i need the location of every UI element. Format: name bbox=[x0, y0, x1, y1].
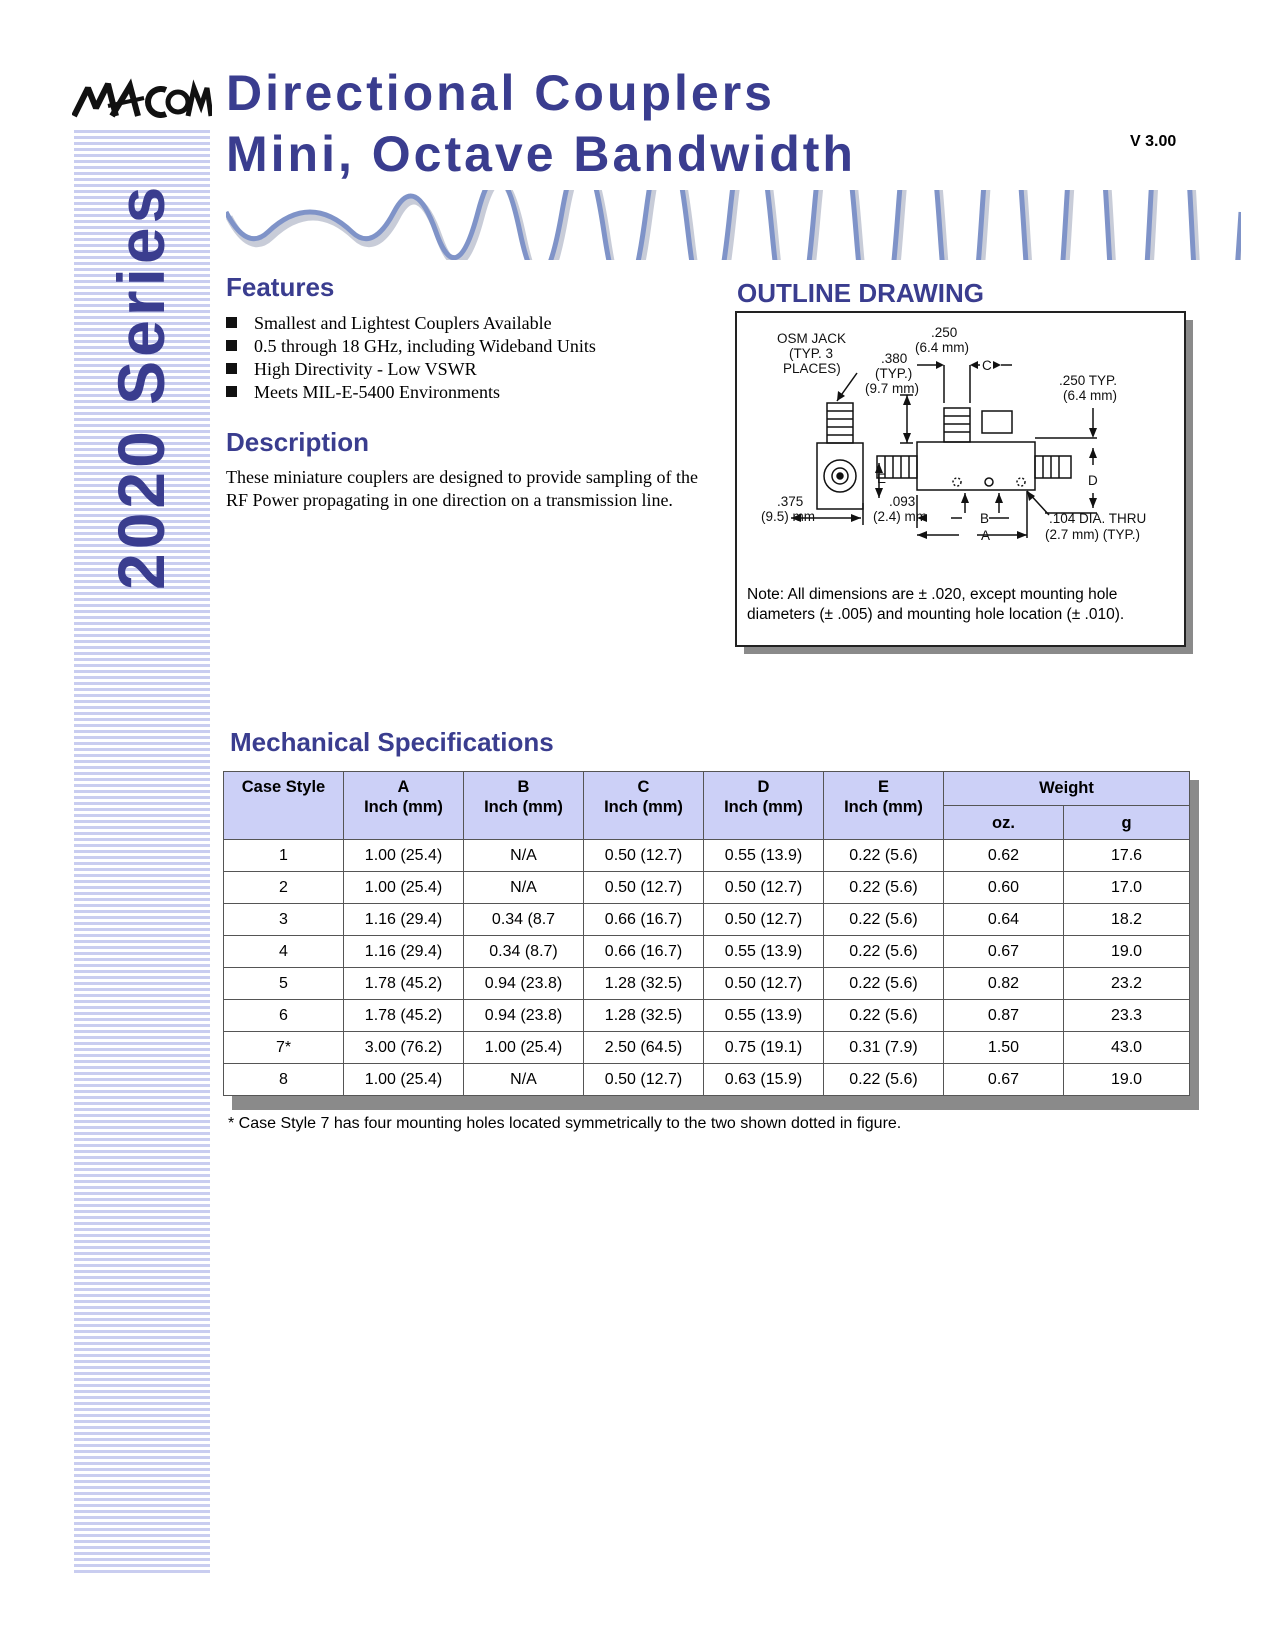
features-heading: Features bbox=[226, 272, 335, 302]
cell: 23.3 bbox=[1064, 1000, 1190, 1032]
cell: 43.0 bbox=[1064, 1032, 1190, 1064]
square-bullet-icon bbox=[226, 363, 237, 374]
title-line-2: Mini, Octave Bandwidth bbox=[226, 126, 856, 182]
cell: 3.00 (76.2) bbox=[344, 1032, 464, 1064]
label-b: B bbox=[980, 511, 990, 526]
cell: 0.50 (12.7) bbox=[704, 872, 824, 904]
cell: 0.31 (7.9) bbox=[824, 1032, 944, 1064]
cell: 6 bbox=[224, 1000, 344, 1032]
cell: 17.0 bbox=[1064, 872, 1190, 904]
cell: 1.00 (25.4) bbox=[344, 1064, 464, 1096]
cell: 1.16 (29.4) bbox=[344, 904, 464, 936]
cell: 0.87 bbox=[944, 1000, 1064, 1032]
cell: 1.50 bbox=[944, 1032, 1064, 1064]
col-header-c: C Inch (mm) bbox=[584, 772, 704, 840]
table-body bbox=[224, 840, 1190, 1096]
cell: 8 bbox=[224, 1064, 344, 1096]
table-row bbox=[224, 872, 1190, 904]
cell: 0.55 (13.9) bbox=[704, 936, 824, 968]
cell: 2 bbox=[224, 872, 344, 904]
cell: 0.50 (12.7) bbox=[704, 904, 824, 936]
label-a: A bbox=[981, 528, 991, 543]
label-dim-093-mm: (2.4) mm bbox=[873, 509, 927, 524]
table-row bbox=[224, 840, 1190, 872]
cell: 0.55 (13.9) bbox=[704, 840, 824, 872]
title-line-1: Directional Couplers bbox=[226, 65, 775, 121]
cell: 0.82 bbox=[944, 968, 1064, 1000]
square-bullet-icon bbox=[226, 317, 237, 328]
cell: 0.67 bbox=[944, 936, 1064, 968]
col-header-d: D Inch (mm) bbox=[704, 772, 824, 840]
table-row bbox=[224, 968, 1190, 1000]
cell: 0.60 bbox=[944, 872, 1064, 904]
features-list bbox=[226, 312, 596, 404]
cell: 0.50 (12.7) bbox=[584, 1064, 704, 1096]
mechanical-specs-heading: Mechanical Specifications bbox=[230, 727, 554, 757]
cell: 1.78 (45.2) bbox=[344, 1000, 464, 1032]
label-typ-250: .250 TYP. bbox=[1059, 373, 1118, 388]
label-dim-250-mm: (6.4 mm) bbox=[915, 340, 969, 355]
cell: 0.34 (8.7 bbox=[464, 904, 584, 936]
outline-drawing-heading: OUTLINE DRAWING bbox=[737, 278, 984, 308]
cell: 7* bbox=[224, 1032, 344, 1064]
cell: 0.62 bbox=[944, 840, 1064, 872]
cell: 4 bbox=[224, 936, 344, 968]
cell: 0.66 (16.7) bbox=[584, 904, 704, 936]
cell: 5 bbox=[224, 968, 344, 1000]
label-dim-380-typ: (TYP.) bbox=[875, 366, 913, 381]
cell: 0.50 (12.7) bbox=[704, 968, 824, 1000]
list-item: Smallest and Lightest Couplers Available bbox=[226, 312, 596, 335]
label-dim-375: .375 bbox=[777, 494, 804, 509]
cell: 0.22 (5.6) bbox=[824, 904, 944, 936]
label-hole-dia: .104 DIA. THRU bbox=[1049, 511, 1147, 526]
cell: 0.64 bbox=[944, 904, 1064, 936]
decorative-wave bbox=[226, 190, 1241, 260]
table-row bbox=[224, 1032, 1190, 1064]
label-osm-typ: (TYP. 3 bbox=[789, 346, 834, 361]
macom-logo bbox=[72, 76, 212, 124]
mechanical-specs-table bbox=[223, 771, 1190, 1096]
description-text: These miniature couplers are designed to provide sampling of the RF Power propagating in one direction on a transmission line. bbox=[226, 467, 698, 510]
cell: 19.0 bbox=[1064, 1064, 1190, 1096]
square-bullet-icon bbox=[226, 386, 237, 397]
description-heading: Description bbox=[226, 427, 370, 457]
cell: 0.22 (5.6) bbox=[824, 1064, 944, 1096]
label-dim-380: .380 bbox=[881, 351, 908, 366]
cell: 0.94 (23.8) bbox=[464, 968, 584, 1000]
cell: 0.22 (5.6) bbox=[824, 1000, 944, 1032]
outline-drawing bbox=[737, 313, 1184, 593]
cell: 1.28 (32.5) bbox=[584, 1000, 704, 1032]
cell: 3 bbox=[224, 904, 344, 936]
cell: N/A bbox=[464, 1064, 584, 1096]
cell: 0.55 (13.9) bbox=[704, 1000, 824, 1032]
table-footnote: * Case Style 7 has four mounting holes located symmetrically to the two shown dotted in figure. bbox=[228, 1115, 902, 1132]
table-row bbox=[224, 1000, 1190, 1032]
cell: 1.00 (25.4) bbox=[464, 1032, 584, 1064]
label-hole-mm: (2.7 mm) (TYP.) bbox=[1045, 527, 1141, 542]
cell: 0.94 (23.8) bbox=[464, 1000, 584, 1032]
label-dim-380-mm: (9.7 mm) bbox=[865, 381, 919, 396]
square-bullet-icon bbox=[226, 340, 237, 351]
table-row bbox=[224, 936, 1190, 968]
label-typ-250-mm: (6.4 mm) bbox=[1063, 388, 1117, 403]
outline-note: Note: All dimensions are ± .020, except mounting hole diameters (± .005) and mounting hole location (± .010). bbox=[747, 586, 1125, 623]
version-label: V 3.00 bbox=[1130, 133, 1177, 150]
cell: N/A bbox=[464, 872, 584, 904]
list-item: High Directivity - Low VSWR bbox=[226, 358, 596, 381]
cell: 0.63 (15.9) bbox=[704, 1064, 824, 1096]
col-header-b: B Inch (mm) bbox=[464, 772, 584, 840]
cell: 1.00 (25.4) bbox=[344, 840, 464, 872]
cell: 18.2 bbox=[1064, 904, 1190, 936]
cell: 0.22 (5.6) bbox=[824, 968, 944, 1000]
table-row bbox=[224, 1064, 1190, 1096]
cell: 0.22 (5.6) bbox=[824, 840, 944, 872]
cell: 0.34 (8.7) bbox=[464, 936, 584, 968]
cell: 1.78 (45.2) bbox=[344, 968, 464, 1000]
label-osm-jack: OSM JACK bbox=[777, 331, 847, 346]
label-c: C bbox=[982, 358, 992, 373]
label-e: E bbox=[877, 471, 887, 486]
cell: 1 bbox=[224, 840, 344, 872]
cell: 1.00 (25.4) bbox=[344, 872, 464, 904]
cell: 0.66 (16.7) bbox=[584, 936, 704, 968]
label-dim-375-mm: (9.5) mm bbox=[761, 509, 815, 524]
col-header-weight: Weight bbox=[944, 772, 1190, 806]
cell: 17.6 bbox=[1064, 840, 1190, 872]
list-item: 0.5 through 18 GHz, including Wideband Units bbox=[226, 335, 596, 358]
cell: 0.50 (12.7) bbox=[584, 840, 704, 872]
cell: 23.2 bbox=[1064, 968, 1190, 1000]
label-d: D bbox=[1088, 473, 1098, 488]
cell: 1.28 (32.5) bbox=[584, 968, 704, 1000]
col-header-oz: oz. bbox=[944, 806, 1064, 840]
col-header-case-style: Case Style bbox=[224, 772, 344, 840]
cell: 1.16 (29.4) bbox=[344, 936, 464, 968]
series-label: 2020 Series bbox=[104, 182, 178, 590]
list-item: Meets MIL-E-5400 Environments bbox=[226, 381, 596, 404]
col-header-a: A Inch (mm) bbox=[344, 772, 464, 840]
cell: 19.0 bbox=[1064, 936, 1190, 968]
label-dim-093: .093 bbox=[889, 494, 916, 509]
cell: N/A bbox=[464, 840, 584, 872]
label-dim-250: .250 bbox=[931, 325, 958, 340]
cell: 0.67 bbox=[944, 1064, 1064, 1096]
label-osm-places: PLACES) bbox=[783, 361, 841, 376]
table-row bbox=[224, 904, 1190, 936]
outline-drawing-box bbox=[735, 311, 1186, 647]
cell: 0.22 (5.6) bbox=[824, 872, 944, 904]
cell: 0.22 (5.6) bbox=[824, 936, 944, 968]
cell: 0.50 (12.7) bbox=[584, 872, 704, 904]
col-header-g: g bbox=[1064, 806, 1190, 840]
cell: 0.75 (19.1) bbox=[704, 1032, 824, 1064]
cell: 2.50 (64.5) bbox=[584, 1032, 704, 1064]
col-header-e: E Inch (mm) bbox=[824, 772, 944, 840]
